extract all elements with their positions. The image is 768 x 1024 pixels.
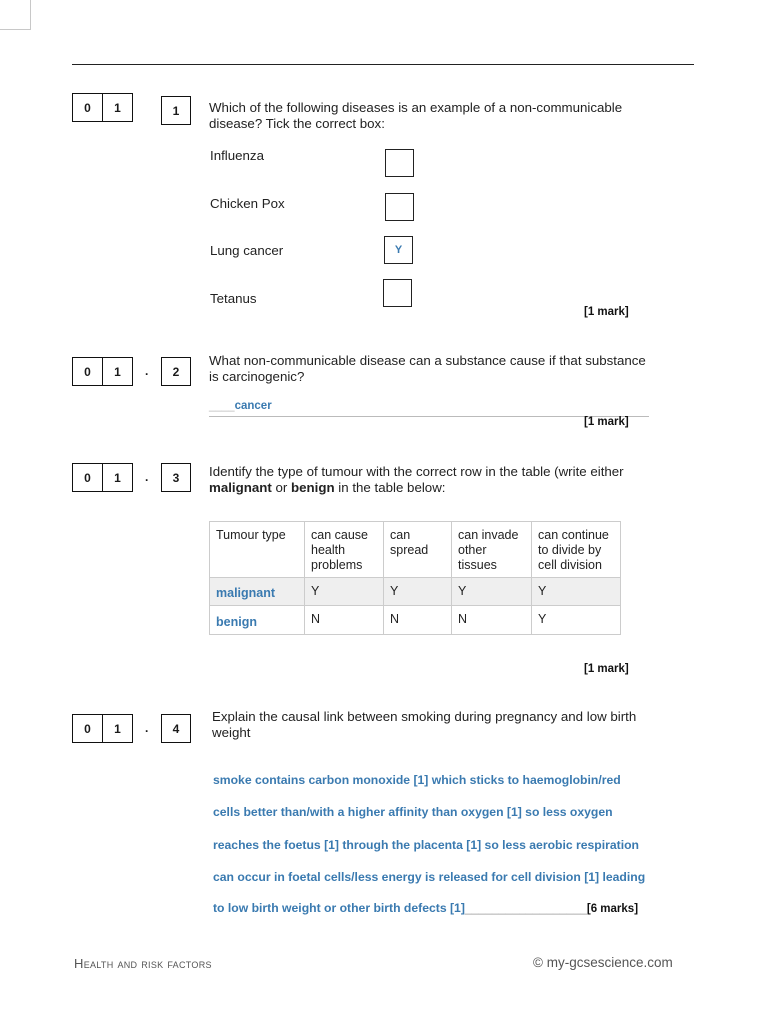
option-label: Influenza [210, 148, 264, 163]
option-label: Tetanus [210, 291, 257, 306]
sub-question-box: 2 [161, 357, 191, 386]
table-cell: Y [305, 578, 384, 606]
question-digit: 0 [84, 721, 91, 736]
sub-question-box: 3 [161, 463, 191, 492]
footer-copyright: © my-gcsescience.com [533, 955, 673, 970]
tick-box[interactable]: Y [384, 236, 413, 264]
tick-box[interactable] [385, 193, 414, 221]
question-digit: 1 [102, 94, 132, 121]
question-dot: . [145, 470, 149, 484]
answer-line: can occur in foetal cells/less energy is released for cell division [1] leading [213, 870, 646, 884]
question-bold-word: benign [291, 480, 335, 495]
question-dot: . [145, 721, 149, 735]
question-digit: 0 [84, 100, 91, 115]
question-text: Which of the following diseases is an example of a non-communicable disease? Tick the correct box: [209, 100, 623, 131]
question-text-part: in the table below: [334, 480, 446, 495]
answer-text: cancer [234, 400, 272, 412]
footer-topic: Health and risk factors [74, 956, 212, 971]
question-digit: 1 [102, 358, 132, 385]
table-cell: Y [452, 578, 532, 606]
question-text-part: or [271, 480, 292, 495]
table-cell-answer[interactable]: benign [210, 606, 305, 635]
answer-line[interactable] [209, 400, 649, 417]
sub-question-box: 4 [161, 714, 191, 743]
page-corner-box [0, 0, 31, 30]
table-cell: Y [532, 578, 621, 606]
answer-line [213, 901, 638, 915]
marks-label: [1 mark] [584, 663, 629, 675]
marks-label: [6 marks] [586, 903, 639, 915]
marks-label: [1 mark] [584, 306, 629, 318]
answer-prefix: ____ [209, 400, 235, 412]
question-digit: 0 [84, 470, 91, 485]
table-cell: N [305, 606, 384, 635]
question-text: What non-communicable disease can a substance cause if that substance is carcinogenic? [209, 353, 646, 384]
table-cell: Y [384, 578, 452, 606]
table-header-cell: can invade other tissues [452, 522, 532, 578]
answer-line: cells better than/with a higher affinity than oxygen [1] so less oxygen [213, 805, 613, 819]
question-number-box [72, 357, 133, 386]
table-cell: Y [532, 606, 621, 635]
answer-line-trail: __________________ [464, 901, 587, 915]
table-header-cell: can continue to divide by cell division [532, 522, 621, 578]
table-cell: N [384, 606, 452, 635]
tick-box[interactable] [383, 279, 412, 307]
question-text: Explain the causal link between smoking during pregnancy and low birth weight [212, 709, 637, 740]
question-digit: 1 [102, 715, 132, 742]
marks-label: [1 mark] [584, 416, 629, 428]
table-header-cell: can spread [384, 522, 452, 578]
question-text-part: Identify the type of tumour with the correct row in the table (write either [209, 464, 624, 479]
table-row [210, 578, 621, 606]
table-header-cell: can cause health problems [305, 522, 384, 578]
question-number-box [72, 93, 133, 122]
question-digit: 1 [102, 464, 132, 491]
answer-line-text: to low birth weight or other birth defects [1] [213, 901, 465, 915]
question-digit: 0 [84, 364, 91, 379]
tick-box[interactable] [385, 149, 414, 177]
question-dot: . [145, 364, 149, 378]
answer-line: reaches the foetus [1] through the placenta [1] so less aerobic respiration [213, 838, 639, 852]
top-rule [72, 64, 694, 65]
table-header-cell: Tumour type [210, 522, 305, 578]
option-label: Lung cancer [210, 243, 284, 258]
tumour-table [209, 521, 621, 635]
question-text [209, 464, 659, 496]
table-cell-answer[interactable]: malignant [210, 578, 305, 606]
question-bold-word: malignant [209, 480, 272, 495]
table-header-row [210, 522, 621, 578]
table-row [210, 606, 621, 635]
question-number-box [72, 714, 133, 743]
question-number-box [72, 463, 133, 492]
answer-line: smoke contains carbon monoxide [1] which sticks to haemoglobin/red [213, 773, 621, 787]
option-label: Chicken Pox [210, 196, 285, 211]
table-cell: N [452, 606, 532, 635]
sub-question-box: 1 [161, 96, 191, 125]
